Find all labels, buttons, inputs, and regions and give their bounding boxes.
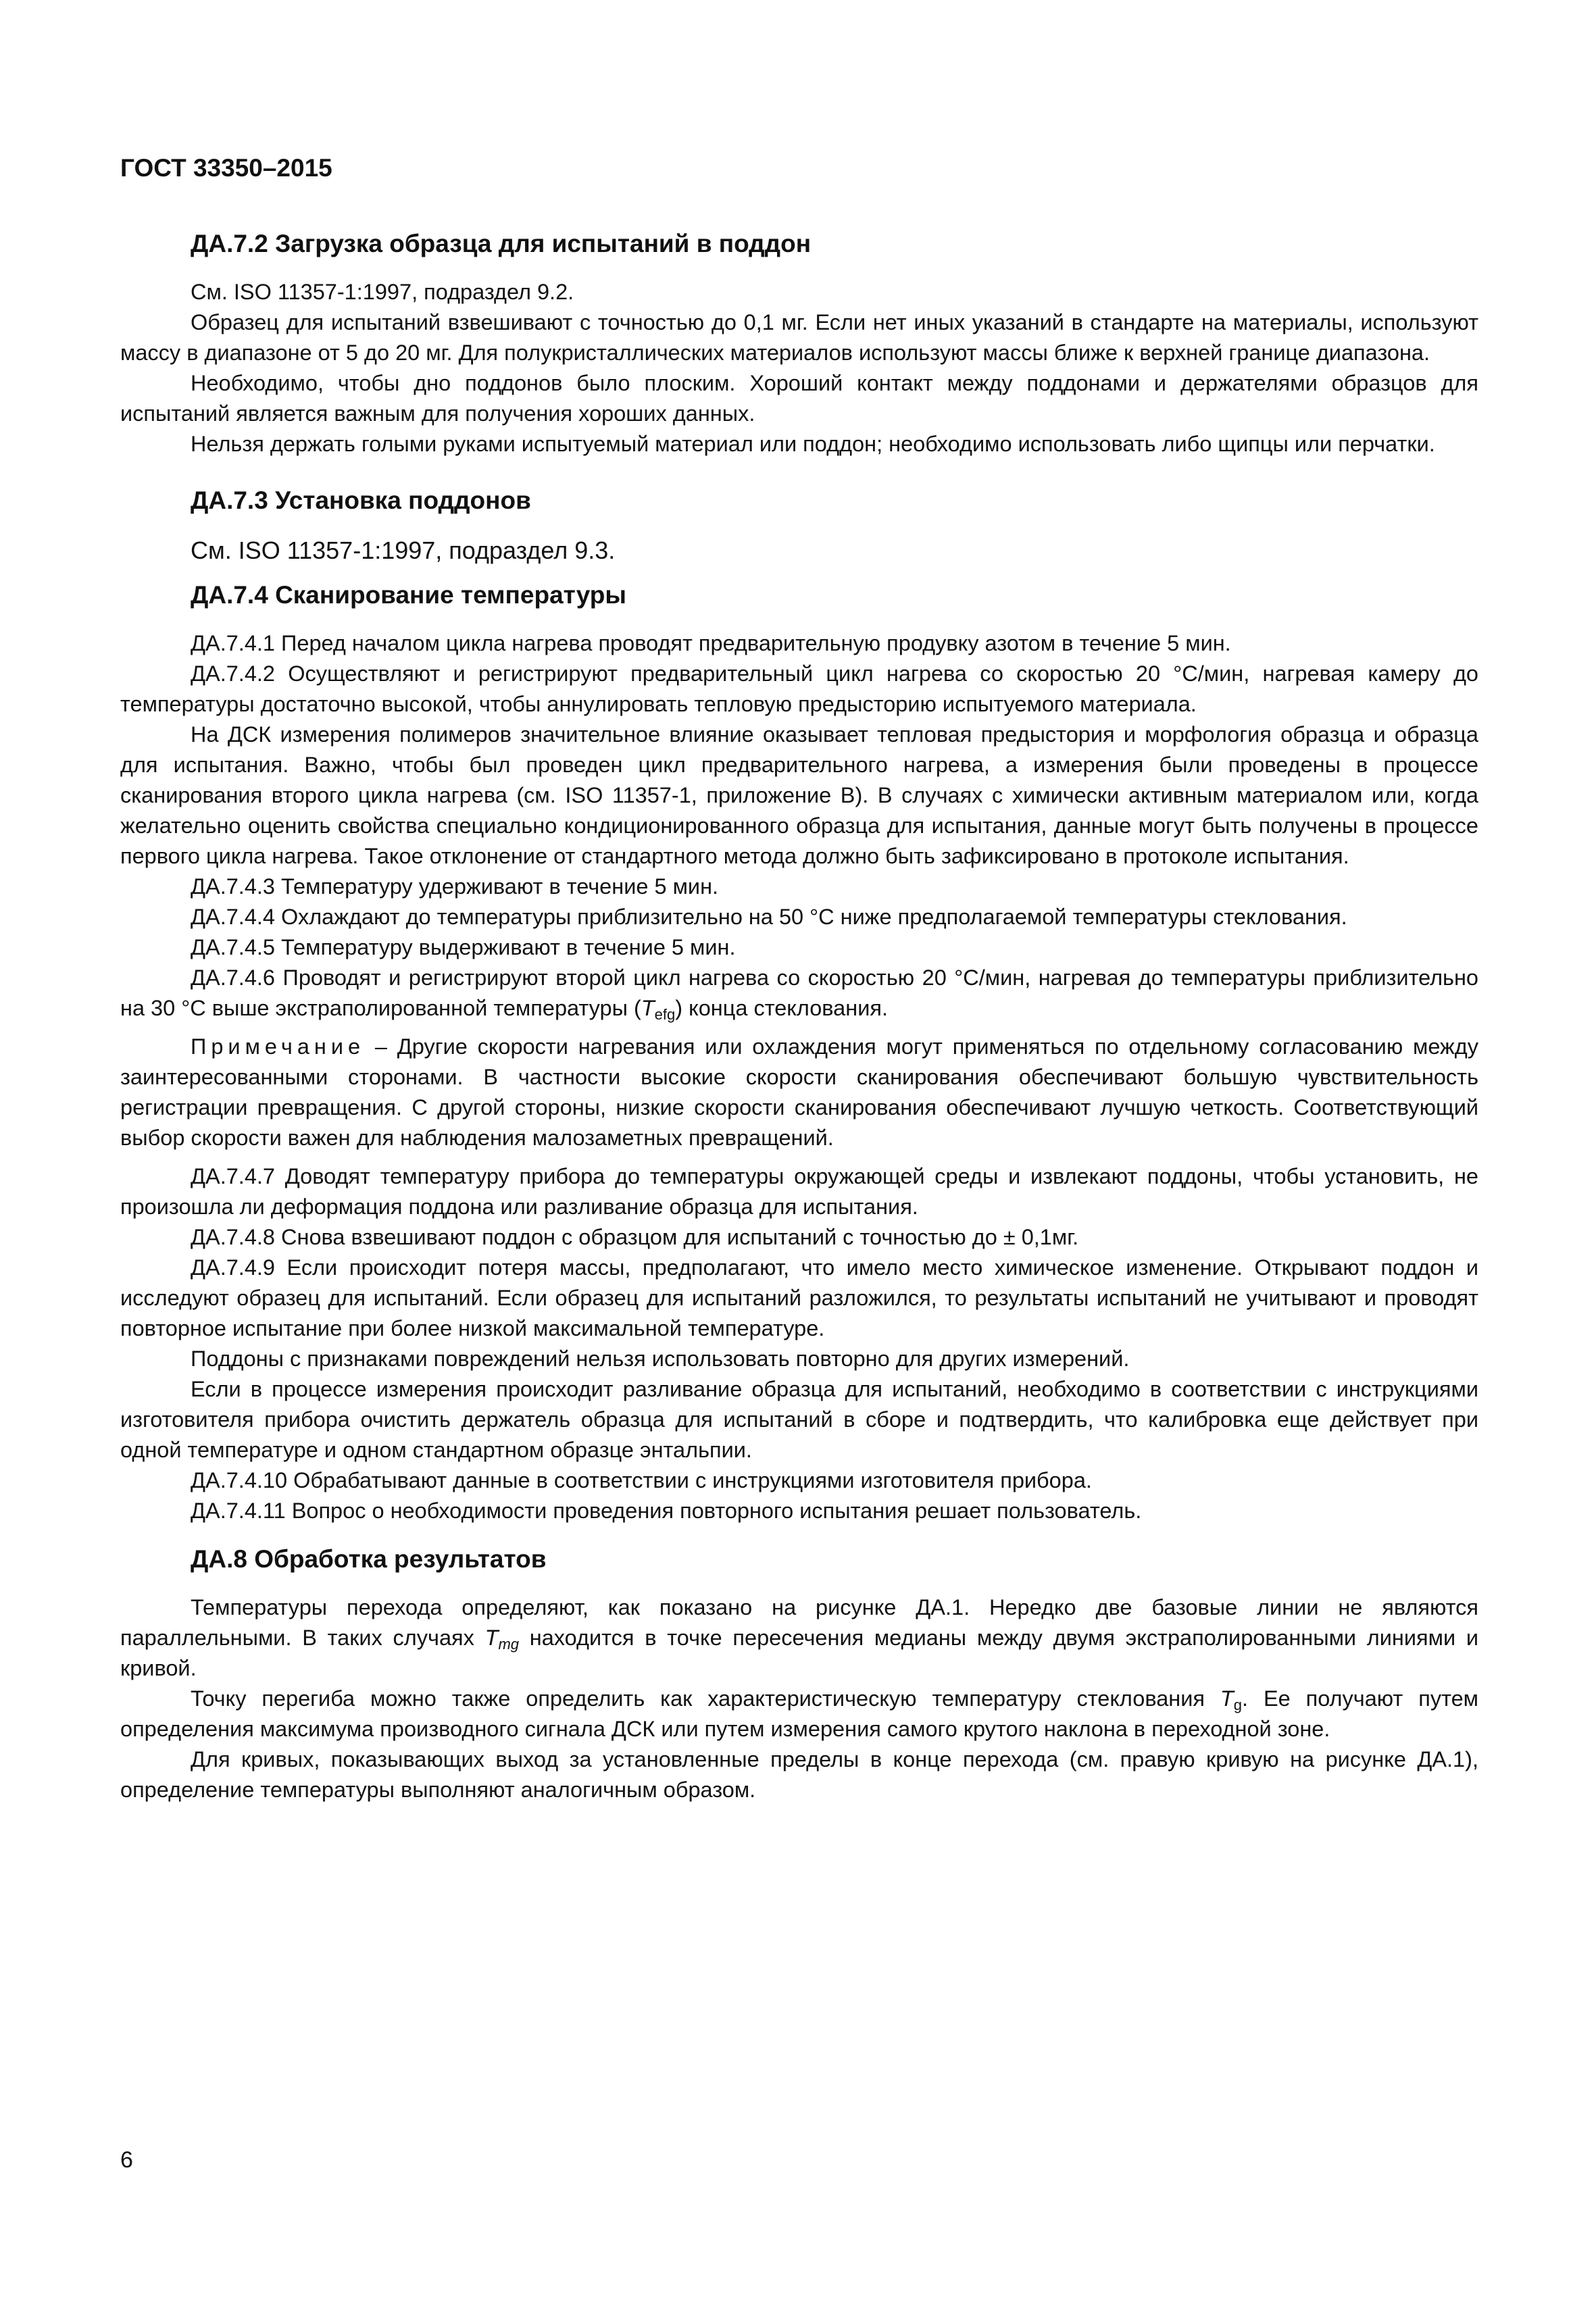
paragraph: См. ISO 11357-1:1997, подраздел 9.3. [191, 536, 616, 564]
note-text: – Другие скорости нагревания или охлаждения могут применяться по отдельному согласованию между заинтересованными сторонами. В частности высокие скорости сканирования обеспечивают большую чувствительность регистрации превращения. С другой стороны, низкие скорости сканирования обеспечивают лучшую четкость. Соответствующий выбор скорости важен для наблюдения малозаметных превращений. [120, 1034, 1478, 1150]
document-body [120, 228, 1478, 1812]
text-run: ДА.7.4.6 Проводят и регистрируют второй цикл нагрева со скоростью 20 °С/мин, нагревая до температуры приблизительно на 30 °С выше экстраполированной температуры ( [120, 965, 1478, 1020]
paragraph: Для кривых, показывающих выход за установленные пределы в конце перехода (см. правую кривую на рисунке ДА.1), определение температуры выполняют аналогичным образом. [120, 1747, 1478, 1802]
symbol-subscript: efg [654, 1006, 676, 1023]
paragraph: ДА.7.4.3 Температуру удерживают в течение 5 мин. [191, 874, 719, 899]
paragraph [120, 1684, 1478, 1744]
paragraph: См. ISO 11357-1:1997, подраздел 9.2. [191, 280, 574, 304]
paragraph: Поддоны с признаками повреждений нельзя использовать повторно для других измерений. [191, 1347, 1130, 1371]
symbol-subscript: mg [498, 1636, 520, 1653]
symbol-subscript: g [1233, 1696, 1243, 1713]
note [120, 1032, 1478, 1153]
section-7-3 [120, 485, 1478, 568]
paragraph: На ДСК измерения полимеров значительное влияние оказывает тепловая предыстория и морфология образца и образца для испытания. Важно, чтобы был проведен цикл предварительного нагрева, а измерения были проведены в процессе сканирования второго цикла нагрева (см. ISO 11357-1, приложение В). В случаях с химически активным материалом или, когда желательно оценить свойства специально кондиционированного образца для испытания, данные могут быть получены в процессе первого цикла нагрева. Такое отклонение от стандартного метода должно быть зафиксировано в протоколе испытания. [120, 722, 1478, 868]
text-run: Температуры перехода определяют, как показано на рисунке ДА.1. Нередко две базовые линии не являются параллельными. В таких случаях [120, 1595, 1478, 1650]
section-title: ДА.7.4 Сканирование температуры [191, 581, 626, 609]
text-run: Точку перегиба можно также определить как характеристическую температуру стеклования [191, 1686, 1220, 1711]
paragraph: ДА.7.4.2 Осуществляют и регистрируют предварительный цикл нагрева со скоростью 20 °С/мин, нагревая камеру до температуры достаточно высокой, чтобы аннулировать тепловую предысторию испытуемого материала. [120, 661, 1478, 716]
paragraph: Если в процессе измерения происходит разливание образца для испытаний, необходимо в соответствии с инструкциями изготовителя прибора очистить держатель образца для испытаний в сборе и подтвердить, что калибровка еще действует при одной температуре и одном стандартном образце энтальпии. [120, 1377, 1478, 1462]
document-id: ГОСТ 33350–2015 [120, 154, 332, 182]
section-title: ДА.7.3 Установка поддонов [191, 486, 531, 514]
symbol-t: T [484, 1626, 499, 1650]
paragraph: ДА.7.4.10 Обрабатывают данные в соответствии с инструкциями изготовителя прибора. [191, 1468, 1092, 1492]
paragraph: Необходимо, чтобы дно поддонов было плоским. Хороший контакт между поддонами и держателями образцов для испытаний является важным для получения хороших данных. [120, 371, 1478, 426]
paragraph: ДА.7.4.7 Доводят температуру прибора до температуры окружающей среды и извлекают поддоны, чтобы установить, не произошла ли деформация поддона или разливание образца для испытания. [120, 1164, 1478, 1219]
symbol-t: T [1220, 1686, 1234, 1711]
paragraph: Нельзя держать голыми руками испытуемый материал или поддон; необходимо использовать либо щипцы или перчатки. [191, 432, 1435, 456]
paragraph: ДА.7.4.9 Если происходит потеря массы, предполагают, что имело место химическое изменение. Открывают поддон и исследуют образец для испытаний. Если образец для испытаний разложился, то результаты испытаний не учитывают и проводят повторное испытание при более низкой максимальной температуре. [120, 1255, 1478, 1340]
section-8 [120, 1544, 1478, 1805]
text-run: находится в точке пересечения медианы между двумя экстраполированными линиями и кривой. [120, 1626, 1478, 1680]
page-number: 6 [120, 2147, 133, 2173]
paragraph: ДА.7.4.5 Температуру выдерживают в течение 5 мин. [191, 935, 736, 959]
section-title: ДА.7.2 Загрузка образца для испытаний в поддон [191, 230, 812, 257]
section-7-4 [120, 580, 1478, 1526]
paragraph: ДА.7.4.11 Вопрос о необходимости проведения повторного испытания решает пользователь. [191, 1499, 1142, 1523]
section-7-2 [120, 228, 1478, 459]
paragraph: Образец для испытаний взвешивают с точностью до 0,1 мг. Если нет иных указаний в стандарте на материалы, используют массу в диапазоне от 5 до 20 мг. Для полукристаллических материалов используют массы ближе к верхней границе диапазона. [120, 310, 1478, 365]
text-run: ) конца стеклования. [675, 996, 888, 1020]
section-title: ДА.8 Обработка результатов [191, 1545, 547, 1573]
paragraph: ДА.7.4.4 Охлаждают до температуры приблизительно на 50 °С ниже предполагаемой температуры стеклования. [191, 905, 1347, 929]
paragraph [120, 1592, 1478, 1684]
paragraph: ДА.7.4.8 Снова взвешивают поддон с образцом для испытаний с точностью до ± 0,1мг. [191, 1225, 1079, 1249]
note-label: Примечание [191, 1034, 366, 1059]
text-run: . Ее получают путем определения максимума производного сигнала ДСК или путем измерения самого крутого наклона в переходной зоне. [120, 1686, 1479, 1741]
symbol-t: T [641, 996, 655, 1020]
paragraph [120, 963, 1478, 1024]
paragraph: ДА.7.4.1 Перед началом цикла нагрева проводят предварительную продувку азотом в течение 5 мин. [191, 631, 1231, 655]
